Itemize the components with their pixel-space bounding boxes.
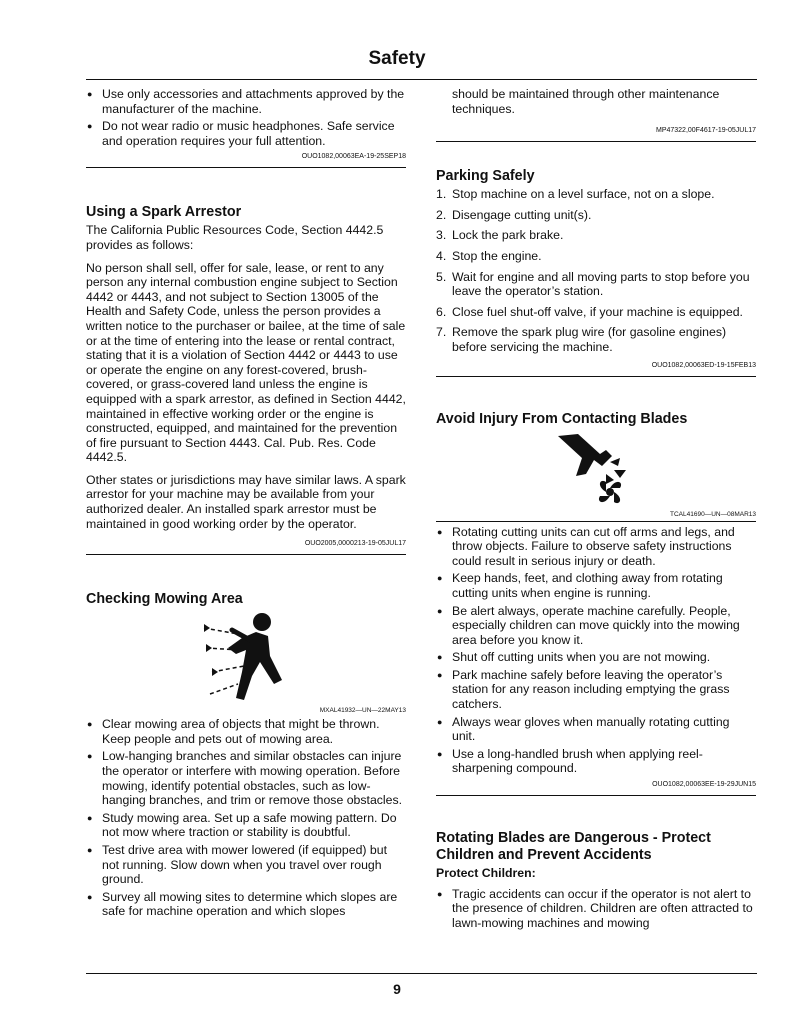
reference-code: OUO1082,00063ED-19-15FEB13 (651, 361, 756, 369)
step-number: 2. (436, 207, 447, 222)
figure-caption: TCAL41690—UN—08MAR13 (670, 510, 756, 518)
list-item (436, 249, 756, 264)
reference-code: OUO1082,00063EA-19-25SEP18 (301, 153, 406, 161)
reference-code: MP47322,00F4617-19-05JUL17 (655, 127, 756, 135)
parking-step-list (436, 187, 756, 354)
section-heading-parking-safely: Parking Safely (436, 168, 535, 185)
step-text: Stop the engine. (452, 248, 542, 263)
footer-rule (86, 973, 757, 974)
list-item: ● Study mowing area. Set up a safe mowing pattern. Do not mow where traction or stability is doubtful. (86, 811, 406, 840)
step-number: 1. (436, 187, 447, 202)
section-rule (436, 521, 756, 522)
paragraph: Other states or jurisdictions may have similar laws. A spark arrestor for your machine may be available from your authorized dealer. An installed spark arrestor must be maintained in good working order by the operator. (86, 472, 406, 531)
mowing-bullet-list (86, 717, 406, 919)
page-title: Safety (368, 48, 426, 69)
reference-code: OUO2005,0000213-19-05JUL17 (304, 540, 406, 548)
list-item: ● Tragic accidents can occur if the operator is not alert to the presence of children. Children are often attracted to lawn-mowing machines and mowing (436, 887, 756, 931)
list-item: ● Keep hands, feet, and clothing away from rotating cutting units when engine is running. (436, 571, 756, 600)
list-item: ● Be alert always, operate machine carefully. People, especially children can move quickly into the mowing area before you know it. (436, 604, 756, 648)
step-number: 4. (436, 248, 447, 263)
page-number: 9 (393, 981, 401, 997)
step-text: Close fuel shut-off valve, if your machine is equipped. (452, 304, 743, 319)
step-number: 7. (436, 325, 447, 340)
list-item: ● Rotating cutting units can cut off arms and legs, and throw objects. Failure to observe safety instructions could result in serious injury or death. (436, 525, 756, 569)
paragraph: The California Public Resources Code, Section 4442.5 provides as follows: (86, 223, 384, 252)
list-item: ● Shut off cutting units when you are not mowing. (436, 650, 756, 665)
list-item: ● Survey all mowing sites to determine which slopes are safe for machine operation and which slopes (86, 890, 406, 919)
list-item: ● Park machine safely before leaving the operator’s station for any reason including emptying the grass catchers. (436, 668, 756, 712)
blades-bullet-list (436, 525, 756, 777)
thrown-objects-warning-icon (198, 610, 294, 706)
section-heading-rotating-blades: Rotating Blades are Dangerous - Protect Children and Prevent Accidents (436, 830, 711, 864)
list-item (436, 208, 756, 223)
reference-code: OUO1082,00063EE-19-29JUN15 (652, 781, 756, 789)
step-text: Lock the park brake. (452, 228, 564, 243)
subheading: Protect Children: (436, 866, 536, 881)
left-column (86, 87, 406, 922)
section-heading-contacting-blades: Avoid Injury From Contacting Blades (436, 410, 688, 427)
paragraph: No person shall sell, offer for sale, lease, or rent to any person any internal combustion engine subject to Section 4442 or 4443, and not subject to Section 13005 of the Health and Safety Code, unless the person provides a written notice to the purchaser or bailee, at the time of sale or at the time of entering into the lease or rental contract, stating that it is a violation of Section 4442 or 4443 to use or operate the engine on any forest-covered, brush-covered, or grass-covered land unless the engine is equipped with a spark arrestor, as defined in Section 4442, maintained in effective working order or the engine is constructed, equipped, and maintained for the prevention of fire pursuant to Section 4443. Cal. Pub. Res. Code 4442.5. (86, 260, 406, 465)
step-number: 6. (436, 304, 447, 319)
step-text: Wait for engine and all moving parts to stop before you leave the operator’s station. (452, 269, 750, 299)
list-item: ● Use only accessories and attachments approved by the manufacturer of the machine. (86, 87, 406, 116)
children-bullet-list (436, 887, 756, 931)
header-rule (86, 79, 757, 80)
list-item: ● Test drive area with mower lowered (if equipped) but not running. Slow down when you travel over rough ground. (86, 843, 406, 887)
list-item: ● Low-hanging branches and similar obstacles can injure the operator or interfere with mowing operation. Before mowing, identify potential obstacles, such as low-hanging branches, and trim or remove those obstacles. (86, 749, 406, 807)
section-heading-spark-arrestor: Using a Spark Arrestor (86, 204, 242, 221)
thrown-objects-figure (86, 610, 406, 706)
blade-hazard-warning-icon (556, 432, 636, 510)
list-item (436, 325, 756, 354)
continued-paragraph: should be maintained through other maintenance techniques. (452, 87, 720, 116)
blade-hazard-figure (436, 432, 756, 510)
figure-caption: MXAL41932—UN—22MAY13 (319, 707, 406, 715)
list-item (436, 228, 756, 243)
step-number: 5. (436, 269, 447, 284)
step-number: 3. (436, 228, 447, 243)
step-text: Disengage cutting unit(s). (452, 207, 592, 222)
list-item (436, 270, 756, 299)
list-item (436, 305, 756, 320)
list-item: ● Always wear gloves when manually rotating cutting unit. (436, 715, 756, 744)
section-heading-checking-mowing-area: Checking Mowing Area (86, 591, 243, 608)
list-item: ● Use a long-handled brush when applying reel-sharpening compound. (436, 747, 756, 776)
step-text: Remove the spark plug wire (for gasoline engines) before servicing the machine. (452, 325, 727, 354)
list-item (436, 187, 756, 202)
intro-bullet-list (86, 87, 406, 148)
list-item: ● Clear mowing area of objects that might be thrown. Keep people and pets out of mowing area. (86, 717, 406, 746)
right-column (436, 87, 756, 933)
step-text: Stop machine on a level surface, not on a slope. (452, 187, 715, 202)
list-item: ● Do not wear radio or music headphones. Safe service and operation requires your full attention. (86, 119, 406, 148)
